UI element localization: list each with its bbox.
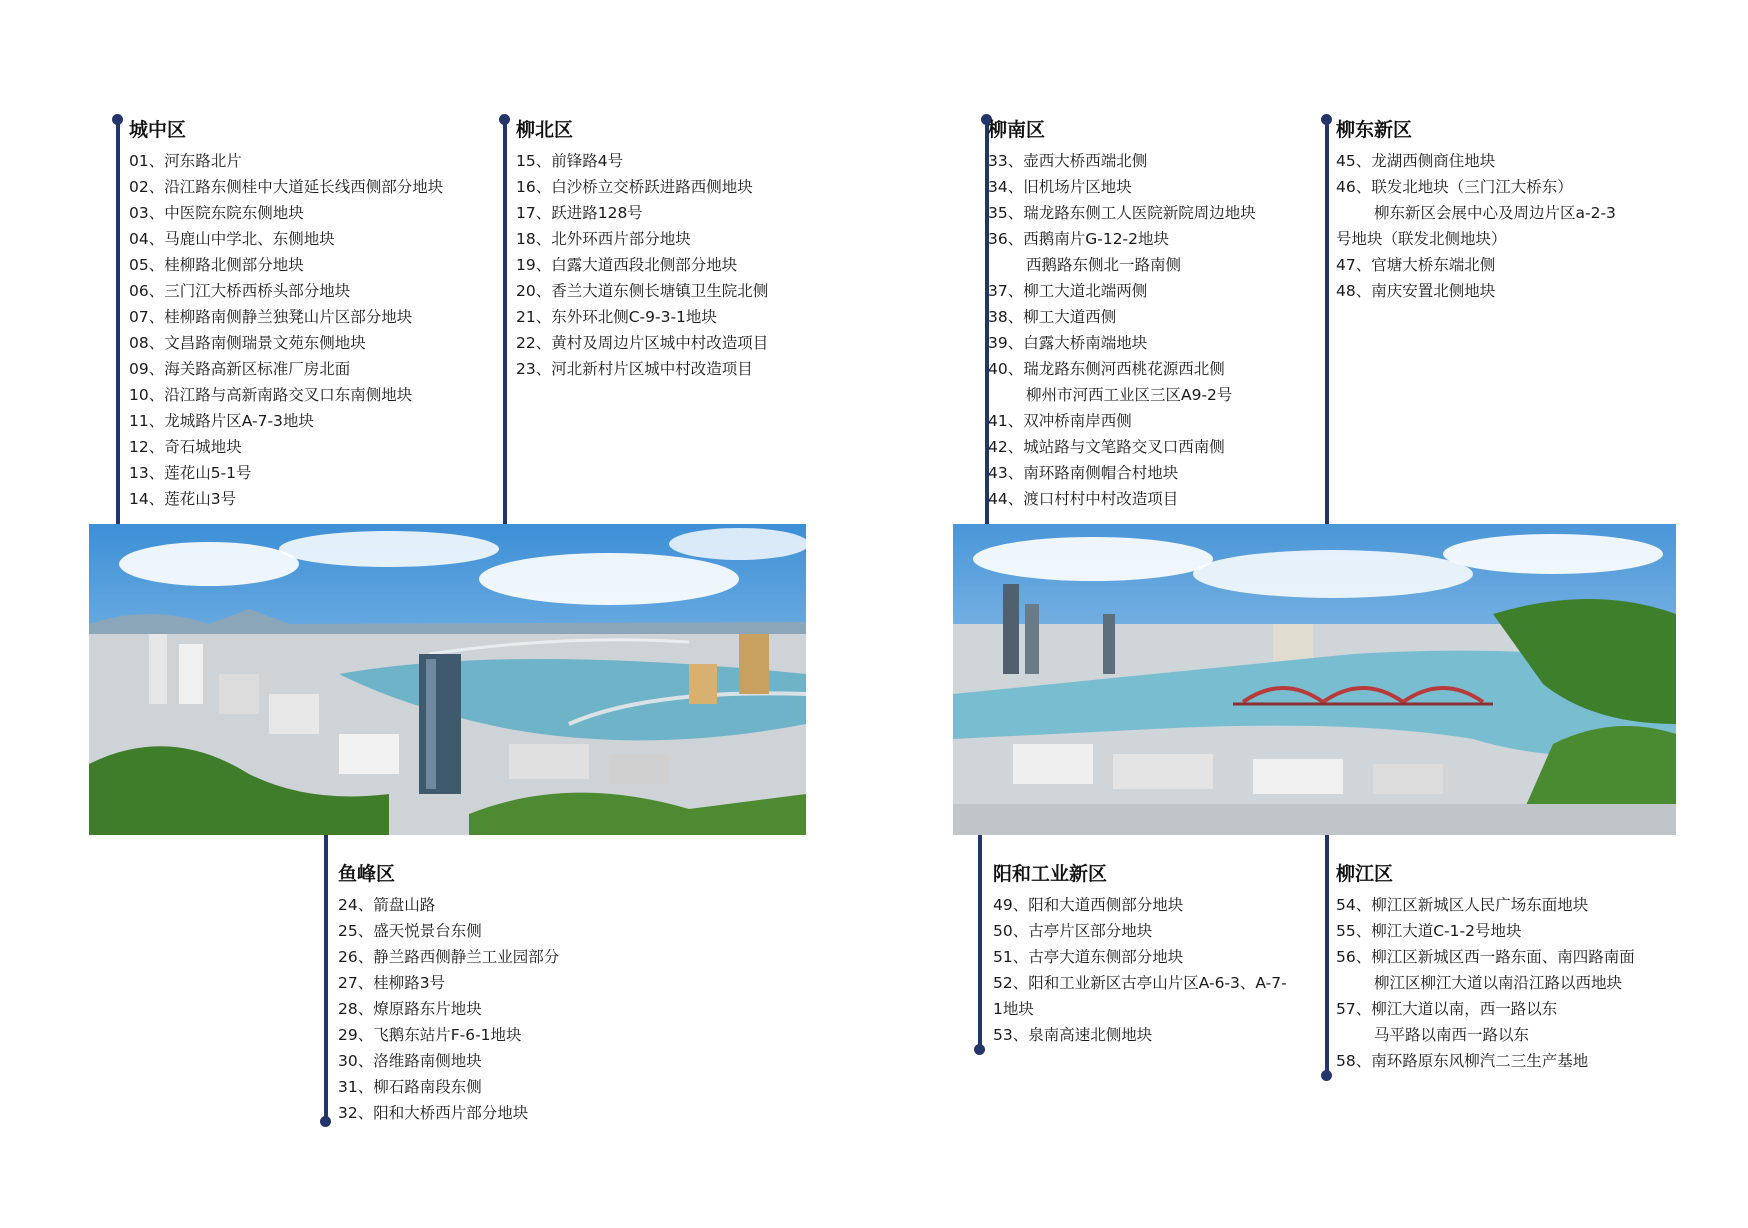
list-item: 54、柳江区新城区人民广场东面地块 (1336, 896, 1589, 914)
list-item-continuation: 马平路以南西一路以东 (1374, 1026, 1530, 1044)
list-item: 21、东外环北侧C-9-3-1地块 (516, 308, 717, 326)
list-item: 50、古亭片区部分地块 (993, 922, 1153, 940)
list-item: 17、跃进路128号 (516, 204, 643, 222)
timeline-dot-chengzhong (112, 114, 123, 125)
list-item: 44、渡口村村中村改造项目 (988, 490, 1179, 508)
district-yanghe (993, 862, 1287, 1048)
list-item-continuation: 柳江区柳江大道以南沿江路以西地块 (1374, 974, 1623, 992)
timeline-dot-liudong (1321, 114, 1332, 125)
list-item: 29、飞鹅东站片F-6-1地块 (338, 1026, 522, 1044)
list-item: 01、河东路北片 (129, 152, 242, 170)
list-item: 32、阳和大桥西片部分地块 (338, 1104, 529, 1122)
list-item: 35、瑞龙路东侧工人医院新院周边地块 (988, 204, 1256, 222)
district-yufeng (338, 862, 559, 1126)
list-item: 12、奇石城地块 (129, 438, 242, 456)
list-item: 08、文昌路南侧瑞景文苑东侧地块 (129, 334, 366, 352)
list-item-continuation: 1地块 (993, 1000, 1034, 1018)
list-item: 31、柳石路南段东侧 (338, 1078, 482, 1096)
timeline-line-liujiang (1325, 830, 1329, 1074)
district-title: 柳南区 (988, 119, 1046, 141)
list-item: 39、白露大桥南端地块 (988, 334, 1148, 352)
list-item: 10、沿江路与高新南路交叉口东南侧地块 (129, 386, 413, 404)
district-liujiang (1336, 862, 1635, 1074)
list-item: 27、桂柳路3号 (338, 974, 446, 992)
city-river-photo-right (953, 524, 1676, 835)
list-item: 48、南庆安置北侧地块 (1336, 282, 1496, 300)
list-item: 49、阳和大道西侧部分地块 (993, 896, 1184, 914)
list-item: 02、沿江路东侧桂中大道延长线西侧部分地块 (129, 178, 444, 196)
list-item-continuation: 柳东新区会展中心及周边片区a-2-3 (1374, 204, 1616, 222)
list-item: 38、柳工大道西侧 (988, 308, 1117, 326)
list-item: 25、盛天悦景台东侧 (338, 922, 482, 940)
list-item: 46、联发北地块（三门江大桥东） (1336, 178, 1573, 196)
plot-list (129, 148, 443, 512)
list-item: 18、北外环西片部分地块 (516, 230, 691, 248)
district-title: 城中区 (129, 119, 187, 141)
list-item: 41、双冲桥南岸西侧 (988, 412, 1132, 430)
list-item: 34、旧机场片区地块 (988, 178, 1132, 196)
list-item: 22、黄村及周边片区城中村改造项目 (516, 334, 769, 352)
list-item: 15、前锋路4号 (516, 152, 624, 170)
timeline-dot-yanghe (974, 1044, 985, 1055)
list-item: 06、三门江大桥西桥头部分地块 (129, 282, 351, 300)
list-item: 53、泉南高速北侧地块 (993, 1026, 1153, 1044)
list-item: 19、白露大道西段北侧部分地块 (516, 256, 738, 274)
timeline-line-chengzhong (116, 118, 120, 524)
district-liubei (516, 118, 768, 382)
list-item: 11、龙城路片区A-7-3地块 (129, 412, 314, 430)
list-item: 42、城站路与文笔路交叉口西南侧 (988, 438, 1225, 456)
timeline-line-liubei (503, 118, 507, 524)
list-item-continuation: 号地块（联发北侧地块） (1336, 230, 1507, 248)
plot-list (516, 148, 768, 382)
list-item: 33、壶西大桥西端北侧 (988, 152, 1148, 170)
list-item-continuation: 西鹅路东侧北一路南侧 (1026, 256, 1182, 274)
list-item-continuation: 柳州市河西工业区三区A9-2号 (1026, 386, 1233, 404)
timeline-dot-yufeng (320, 1116, 331, 1127)
list-item: 57、柳江大道以南，西一路以东 (1336, 1000, 1558, 1018)
list-item: 28、燎原路东片地块 (338, 1000, 482, 1018)
list-item: 56、柳江区新城区西一路东面、南四路南面 (1336, 948, 1635, 966)
list-item: 36、西鹅南片G-12-2地块 (988, 230, 1170, 248)
list-item: 55、柳江大道C-1-2号地块 (1336, 922, 1522, 940)
timeline-line-yufeng (324, 830, 328, 1120)
district-liunan (988, 118, 1256, 512)
district-chengzhong (129, 118, 443, 512)
list-item: 23、河北新村片区城中村改造项目 (516, 360, 753, 378)
list-item: 37、柳工大道北端两侧 (988, 282, 1148, 300)
list-item: 51、古亭大道东侧部分地块 (993, 948, 1184, 966)
list-item: 30、洛维路南侧地块 (338, 1052, 482, 1070)
district-title: 柳东新区 (1336, 119, 1413, 141)
district-liudong (1336, 118, 1616, 304)
list-item: 16、白沙桥立交桥跃进路西侧地块 (516, 178, 753, 196)
list-item: 09、海关路高新区标准厂房北面 (129, 360, 351, 378)
timeline-line-liudong (1325, 118, 1329, 524)
list-item: 45、龙湖西侧商住地块 (1336, 152, 1496, 170)
list-item: 52、阳和工业新区古亭山片区A-6-3、A-7- (993, 974, 1287, 992)
list-item: 26、静兰路西侧静兰工业园部分 (338, 948, 560, 966)
list-item: 07、桂柳路南侧静兰独凳山片区部分地块 (129, 308, 413, 326)
timeline-line-yanghe (978, 830, 982, 1048)
list-item: 20、香兰大道东侧长塘镇卫生院北侧 (516, 282, 769, 300)
list-item: 13、莲花山5-1号 (129, 464, 252, 482)
list-item: 24、箭盘山路 (338, 896, 436, 914)
list-item: 14、莲花山3号 (129, 490, 237, 508)
plot-list (993, 892, 1287, 1048)
list-item: 43、南环路南侧帽合村地块 (988, 464, 1179, 482)
plot-list (1336, 148, 1616, 304)
list-item: 03、中医院东院东侧地块 (129, 204, 304, 222)
list-item: 05、桂柳路北侧部分地块 (129, 256, 304, 274)
list-item: 58、南环路原东风柳汽二三生产基地 (1336, 1052, 1589, 1070)
district-title: 鱼峰区 (338, 863, 396, 885)
list-item: 04、马鹿山中学北、东侧地块 (129, 230, 335, 248)
timeline-dot-liujiang (1321, 1070, 1332, 1081)
plot-list (988, 148, 1256, 512)
district-title: 阳和工业新区 (993, 863, 1108, 885)
list-item: 47、官塘大桥东端北侧 (1336, 256, 1496, 274)
timeline-dot-liubei (499, 114, 510, 125)
district-title: 柳江区 (1336, 863, 1394, 885)
district-title: 柳北区 (516, 119, 574, 141)
plot-list (1336, 892, 1635, 1074)
list-item: 40、瑞龙路东侧河西桃花源西北侧 (988, 360, 1225, 378)
city-river-photo-left (89, 524, 806, 835)
plot-list (338, 892, 559, 1126)
